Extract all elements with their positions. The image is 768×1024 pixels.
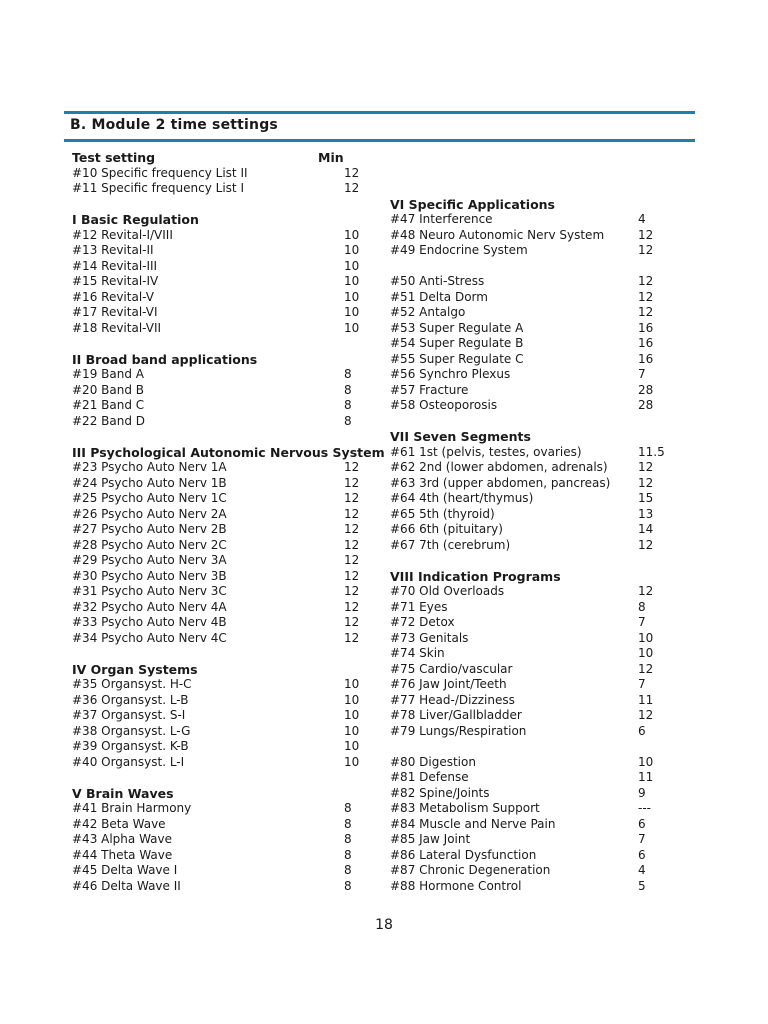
setting-label: #87 Chronic Degeneration: [390, 863, 551, 877]
setting-label: #52 Antalgo: [390, 305, 466, 319]
group-title: II Broad band applications: [72, 351, 258, 367]
setting-minutes: 8: [344, 413, 352, 428]
setting-minutes: 10: [344, 289, 360, 304]
table-row: [390, 879, 680, 895]
setting-minutes: 16: [638, 320, 654, 335]
table-row: [72, 879, 372, 895]
setting-minutes: 10: [344, 258, 360, 273]
table-row: [390, 398, 680, 414]
table-row: [390, 352, 680, 368]
setting-minutes: 10: [344, 320, 360, 335]
setting-label: #11 Specific frequency List I: [72, 181, 244, 195]
setting-label: #36 Organsyst. L-B: [72, 692, 189, 707]
setting-label: #77 Head-/Dizziness: [390, 692, 515, 707]
setting-label: #19 Band A: [72, 367, 144, 381]
setting-minutes: 8: [344, 801, 352, 815]
spacer: [72, 197, 372, 213]
setting-minutes: 14: [638, 522, 654, 536]
setting-minutes: 12: [344, 506, 360, 521]
table-row: [390, 476, 680, 492]
setting-label: #70 Old Overloads: [390, 584, 505, 598]
setting-label: #16 Revital-V: [72, 289, 154, 304]
setting-label: #35 Organsyst. H-C: [72, 677, 192, 691]
setting-minutes: 12: [344, 165, 360, 180]
table-row: [390, 677, 680, 693]
setting-label: #23 Psycho Auto Nerv 1A: [72, 460, 227, 474]
table-row: [390, 228, 680, 244]
table-row: [390, 584, 680, 600]
setting-minutes: 8: [344, 878, 352, 893]
setting-minutes: 10: [344, 692, 360, 707]
setting-label: #66 6th (pituitary): [390, 522, 503, 536]
table-row: [72, 398, 372, 414]
spacer: [72, 770, 372, 786]
table-row: [72, 584, 372, 600]
table-row: [390, 290, 680, 306]
setting-minutes: 10: [638, 630, 654, 645]
setting-label: #44 Theta Wave: [72, 847, 173, 862]
setting-label: #51 Delta Dorm: [390, 289, 488, 304]
table-row: [72, 491, 372, 507]
setting-label: #53 Super Regulate A: [390, 320, 524, 335]
setting-minutes: 12: [344, 584, 360, 598]
setting-minutes: 12: [638, 305, 654, 319]
table-row: [72, 476, 372, 492]
group-title: III Psychological Autonomic Nervous System: [72, 444, 385, 460]
table-row: [72, 755, 372, 771]
setting-minutes: 12: [344, 599, 360, 614]
setting-minutes: 5: [638, 878, 646, 893]
setting-label: #50 Anti-Stress: [390, 274, 485, 288]
setting-label: #14 Revital-III: [72, 258, 158, 273]
setting-minutes: 8: [344, 863, 352, 877]
setting-minutes: 10: [344, 739, 360, 753]
table-row: [390, 538, 680, 554]
intro-rows: [72, 166, 372, 213]
table-row: [390, 662, 680, 678]
table-row: [390, 491, 680, 507]
table-row: [390, 646, 680, 662]
setting-minutes: 12: [344, 181, 360, 195]
setting-minutes: 4: [638, 863, 646, 877]
setting-label: #84 Muscle and Nerve Pain: [390, 816, 556, 831]
spacer: [72, 429, 372, 445]
spacer: [390, 150, 680, 166]
spacer: [72, 336, 372, 352]
setting-label: #25 Psycho Auto Nerv 1C: [72, 491, 227, 505]
setting-minutes: 12: [638, 243, 654, 257]
setting-minutes: 11: [638, 770, 654, 784]
setting-label: #57 Fracture: [390, 382, 469, 397]
setting-minutes: 28: [638, 382, 654, 397]
setting-label: #38 Organsyst. L-G: [72, 723, 191, 738]
setting-minutes: 12: [344, 568, 360, 583]
setting-minutes: 10: [344, 723, 360, 738]
setting-label: #27 Psycho Auto Nerv 2B: [72, 522, 227, 536]
setting-label: #74 Skin: [390, 646, 445, 660]
setting-label: #45 Delta Wave I: [72, 863, 178, 877]
setting-minutes: 6: [638, 847, 646, 862]
table-row: [390, 801, 680, 817]
left-groups: [72, 212, 385, 894]
bottom-rule: [64, 139, 695, 142]
setting-label: #18 Revital-VII: [72, 320, 162, 335]
group-title: VII Seven Segments: [390, 429, 531, 444]
setting-label: #78 Liver/Gallbladder: [390, 708, 522, 722]
left-column: [72, 150, 385, 894]
table-row: [72, 243, 372, 259]
setting-label: #82 Spine/Joints: [390, 785, 490, 800]
setting-label: #64 4th (heart/thymus): [390, 491, 534, 505]
setting-minutes: 8: [344, 382, 352, 397]
setting-minutes: 12: [638, 584, 654, 598]
table-row: [72, 414, 372, 430]
setting-label: #56 Synchro Plexus: [390, 367, 511, 381]
setting-label: #75 Cardio/vascular: [390, 661, 513, 676]
table-row: [390, 786, 680, 802]
setting-label: #55 Super Regulate C: [390, 351, 524, 366]
setting-label: #73 Genitals: [390, 630, 469, 645]
table-row: [72, 507, 372, 523]
table-row: [72, 383, 372, 399]
group-title: VIII Indication Programs: [390, 568, 561, 584]
table-row: [390, 321, 680, 337]
setting-minutes: 12: [638, 537, 654, 552]
spacer: [390, 414, 680, 430]
setting-label: #61 1st (pelvis, testes, ovaries): [390, 444, 582, 459]
table-row: [390, 336, 680, 352]
table-row: [72, 321, 372, 337]
setting-label: #33 Psycho Auto Nerv 4B: [72, 615, 227, 629]
setting-minutes: 8: [344, 398, 352, 412]
table-row: [72, 569, 372, 585]
setting-minutes: 12: [344, 491, 360, 505]
spacer: [72, 646, 372, 662]
setting-minutes: 7: [638, 832, 646, 846]
setting-minutes: 10: [344, 243, 360, 257]
table-row: [390, 212, 680, 228]
table-row: [390, 383, 680, 399]
setting-label: #46 Delta Wave II: [72, 878, 181, 893]
table-row: [390, 615, 680, 631]
table-row: [390, 600, 680, 616]
table-row: [72, 367, 372, 383]
setting-minutes: 12: [638, 460, 654, 474]
setting-label: #26 Psycho Auto Nerv 2A: [72, 506, 227, 521]
table-row: [72, 693, 372, 709]
setting-label: #15 Revital-IV: [72, 274, 159, 288]
table-row: [72, 863, 372, 879]
table-row: [72, 600, 372, 616]
setting-label: #85 Jaw Joint: [390, 832, 471, 846]
spacer: [390, 166, 680, 182]
setting-minutes: 8: [344, 832, 352, 846]
setting-minutes: 8: [344, 367, 352, 381]
setting-minutes: 10: [344, 708, 360, 722]
table-row: [390, 631, 680, 647]
table-row: [72, 290, 372, 306]
page-number: 18: [375, 917, 393, 933]
group-title: VI Specific Applications: [390, 196, 555, 212]
table-row: [390, 724, 680, 740]
setting-minutes: 10: [344, 274, 360, 288]
setting-label: #30 Psycho Auto Nerv 3B: [72, 568, 227, 583]
group-title: I Basic Regulation: [72, 212, 199, 227]
setting-label: #41 Brain Harmony: [72, 801, 192, 815]
setting-label: #81 Defense: [390, 770, 469, 784]
table-row: [390, 863, 680, 879]
setting-minutes: 12: [638, 289, 654, 304]
setting-label: #72 Detox: [390, 615, 455, 629]
spacer: [390, 553, 680, 569]
table-row: [390, 770, 680, 786]
setting-minutes: 12: [344, 615, 360, 629]
table-row: [72, 615, 372, 631]
table-row: [72, 460, 372, 476]
min-header: Min: [318, 150, 344, 165]
test-setting-header: Test setting: [72, 150, 156, 165]
right-groups: [390, 197, 680, 895]
setting-label: #12 Revital-I/VIII: [72, 227, 173, 242]
setting-minutes: 12: [638, 661, 654, 676]
setting-label: #29 Psycho Auto Nerv 3A: [72, 553, 227, 567]
setting-label: #62 2nd (lower abdomen, adrenals): [390, 460, 608, 474]
setting-label: #47 Interference: [390, 212, 493, 226]
table-row: [390, 305, 680, 321]
table-row: [72, 228, 372, 244]
setting-minutes: 16: [638, 351, 654, 366]
setting-minutes: 12: [344, 460, 360, 474]
setting-label: #31 Psycho Auto Nerv 3C: [72, 584, 227, 598]
table-row: [72, 708, 372, 724]
table-row: [390, 460, 680, 476]
setting-label: #42 Beta Wave: [72, 816, 166, 831]
setting-minutes: 13: [638, 506, 654, 521]
table-row: [72, 166, 372, 182]
table-row: [72, 832, 372, 848]
setting-label: #88 Hormone Control: [390, 878, 522, 893]
setting-minutes: 8: [344, 816, 352, 831]
table-row: [390, 445, 680, 461]
setting-label: #65 5th (thyroid): [390, 506, 495, 521]
setting-minutes: 10: [344, 305, 360, 319]
setting-minutes: 11: [638, 692, 654, 707]
table-row: [390, 243, 680, 259]
table-row: [390, 708, 680, 724]
setting-label: #49 Endocrine System: [390, 243, 528, 257]
setting-label: #21 Band C: [72, 398, 145, 412]
table-row: [72, 305, 372, 321]
setting-label: #17 Revital-VI: [72, 305, 158, 319]
table-row: [390, 693, 680, 709]
section-title: B. Module 2 time settings: [70, 117, 278, 133]
table-row: [390, 832, 680, 848]
setting-minutes: 12: [638, 708, 654, 722]
setting-minutes: 12: [638, 274, 654, 288]
spacer: [390, 739, 680, 755]
setting-minutes: 10: [344, 677, 360, 691]
setting-minutes: 12: [344, 630, 360, 645]
setting-label: #86 Lateral Dysfunction: [390, 847, 537, 862]
setting-minutes: 12: [344, 522, 360, 536]
table-row: [390, 367, 680, 383]
setting-label: #48 Neuro Autonomic Nerv System: [390, 227, 605, 242]
table-row: [390, 817, 680, 833]
setting-label: #32 Psycho Auto Nerv 4A: [72, 599, 227, 614]
table-row: [72, 274, 372, 290]
setting-label: #39 Organsyst. K-B: [72, 739, 189, 753]
setting-minutes: 8: [344, 847, 352, 862]
setting-label: #43 Alpha Wave: [72, 832, 173, 846]
setting-label: #24 Psycho Auto Nerv 1B: [72, 475, 227, 490]
table-row: [72, 848, 372, 864]
setting-minutes: 9: [638, 785, 646, 800]
setting-minutes: 15: [638, 491, 654, 505]
table-row: [72, 553, 372, 569]
setting-label: #79 Lungs/Respiration: [390, 723, 527, 738]
setting-minutes: 6: [638, 816, 646, 831]
setting-label: #13 Revital-II: [72, 243, 154, 257]
setting-minutes: 7: [638, 677, 646, 691]
setting-label: #54 Super Regulate B: [390, 336, 524, 350]
table-row: [390, 507, 680, 523]
setting-minutes: 16: [638, 336, 654, 350]
setting-minutes: 28: [638, 398, 654, 412]
table-row: [72, 181, 372, 197]
table-row: [390, 274, 680, 290]
setting-label: #58 Osteoporosis: [390, 398, 498, 412]
table-row: [72, 817, 372, 833]
setting-label: #63 3rd (upper abdomen, pancreas): [390, 475, 611, 490]
setting-minutes: ---: [638, 801, 651, 815]
setting-minutes: 10: [344, 227, 360, 242]
setting-label: #40 Organsyst. L-I: [72, 754, 185, 769]
setting-minutes: 12: [344, 553, 360, 567]
setting-label: #67 7th (cerebrum): [390, 537, 511, 552]
setting-minutes: 10: [344, 754, 360, 769]
table-row: [390, 522, 680, 538]
setting-minutes: 10: [638, 754, 654, 769]
setting-minutes: 12: [344, 537, 360, 552]
setting-label: #10 Specific frequency List II: [72, 165, 248, 180]
spacer: [390, 259, 680, 275]
table-row: [72, 677, 372, 693]
table-row: [72, 724, 372, 740]
table-row: [72, 739, 372, 755]
setting-minutes: 7: [638, 367, 646, 381]
table-row: [72, 522, 372, 538]
setting-label: #83 Metabolism Support: [390, 801, 540, 815]
setting-minutes: 12: [344, 475, 360, 490]
setting-minutes: 10: [638, 646, 654, 660]
setting-minutes: 11.5: [638, 444, 665, 459]
table-row: [390, 848, 680, 864]
top-rule: [64, 111, 695, 114]
table-header: [72, 150, 372, 166]
setting-label: #22 Band D: [72, 413, 146, 428]
setting-label: #34 Psycho Auto Nerv 4C: [72, 630, 227, 645]
group-title: V Brain Waves: [72, 785, 174, 801]
setting-minutes: 12: [638, 227, 654, 242]
setting-label: #80 Digestion: [390, 754, 476, 769]
right-column: [390, 150, 680, 894]
setting-minutes: 7: [638, 615, 646, 629]
table-row: [72, 538, 372, 554]
setting-minutes: 4: [638, 212, 646, 226]
setting-minutes: 12: [638, 475, 654, 490]
setting-label: #37 Organsyst. S-I: [72, 708, 186, 722]
table-row: [390, 755, 680, 771]
setting-minutes: 6: [638, 723, 646, 738]
table-row: [72, 801, 372, 817]
group-title: IV Organ Systems: [72, 661, 198, 677]
setting-minutes: 8: [638, 599, 646, 614]
setting-label: #76 Jaw Joint/Teeth: [390, 677, 507, 691]
table-row: [72, 259, 372, 275]
setting-label: #20 Band B: [72, 382, 144, 397]
table-row: [72, 631, 372, 647]
setting-label: #71 Eyes: [390, 599, 448, 614]
setting-label: #28 Psycho Auto Nerv 2C: [72, 537, 227, 552]
spacer: [390, 181, 680, 197]
